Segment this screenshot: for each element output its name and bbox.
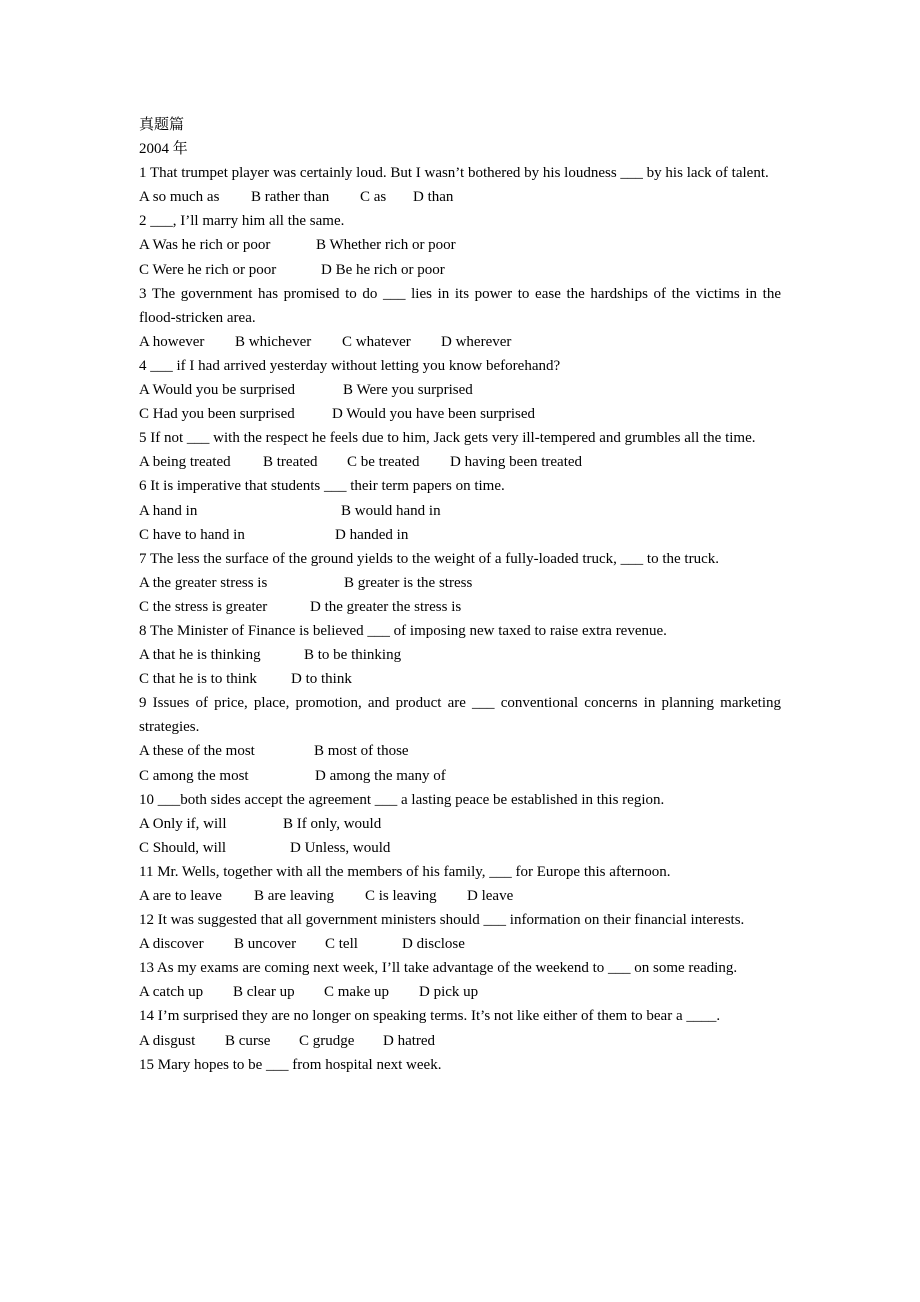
option: D than bbox=[413, 189, 454, 206]
question-text: 9 Issues of price, place, promotion, and product are ___ conventional concerns in planning marketing strategies. bbox=[139, 695, 781, 736]
option: B rather than bbox=[251, 189, 330, 206]
option: D wherever bbox=[441, 333, 512, 350]
option: B clear up bbox=[233, 984, 295, 1001]
option: D having been treated bbox=[450, 454, 583, 471]
question-text: 1 That trumpet player was certainly loud. But I wasn’t bothered by his loudness ___ by his lack of talent. bbox=[139, 165, 769, 182]
document-page bbox=[139, 113, 781, 1077]
option: A catch up bbox=[139, 984, 204, 1001]
option: D among the many of bbox=[315, 767, 446, 784]
option: C Had you been surprised bbox=[139, 406, 295, 423]
option: D handed in bbox=[335, 526, 409, 543]
option: D disclose bbox=[402, 936, 465, 953]
option: A discover bbox=[139, 936, 204, 953]
option: C whatever bbox=[342, 333, 411, 350]
option: A hand in bbox=[139, 502, 198, 519]
question-text: 10 ___both sides accept the agreement ___ a lasting peace be established in this region. bbox=[139, 791, 665, 808]
option: A being treated bbox=[139, 454, 231, 471]
option: B Whether rich or poor bbox=[316, 237, 456, 254]
options-row bbox=[139, 258, 781, 282]
option: C tell bbox=[325, 936, 358, 953]
options-row bbox=[139, 836, 781, 860]
options-row bbox=[139, 450, 781, 474]
options-row bbox=[139, 330, 781, 354]
question-text: 2 ___, I’ll marry him all the same. bbox=[139, 213, 345, 230]
question-text: 8 The Minister of Finance is believed ___ of imposing new taxed to raise extra revenue. bbox=[139, 622, 667, 639]
options-row bbox=[139, 980, 781, 1004]
option: A these of the most bbox=[139, 743, 255, 760]
option: C that he is to think bbox=[139, 671, 257, 688]
options-row bbox=[139, 739, 781, 763]
option: A Only if, will bbox=[139, 815, 227, 832]
option: A Would you be surprised bbox=[139, 382, 296, 399]
question-text: 5 If not ___ with the respect he feels due to him, Jack gets very ill-tempered and grumbles all the time. bbox=[139, 430, 756, 447]
question-text: 6 It is imperative that students ___ their term papers on time. bbox=[139, 478, 505, 495]
option: B most of those bbox=[314, 743, 409, 760]
option: D to think bbox=[291, 671, 352, 688]
question-text: 11 Mr. Wells, together with all the members of his family, ___ for Europe this afternoon. bbox=[139, 863, 671, 880]
question-text: 4 ___ if I had arrived yesterday without letting you know beforehand? bbox=[139, 357, 561, 374]
question-text: 3 The government has promised to do ___ lies in its power to ease the hardships of the victims in the flood-stricken area. bbox=[139, 285, 781, 326]
options-row bbox=[139, 185, 781, 209]
option: D Unless, would bbox=[290, 839, 391, 856]
option: C grudge bbox=[299, 1032, 355, 1049]
option: B Were you surprised bbox=[343, 382, 473, 399]
option: B would hand in bbox=[341, 502, 441, 519]
options-row bbox=[139, 643, 781, 667]
option: C Should, will bbox=[139, 839, 227, 856]
option: A Was he rich or poor bbox=[139, 237, 271, 254]
options-row bbox=[139, 595, 781, 619]
option: D leave bbox=[467, 888, 514, 904]
options-row bbox=[139, 499, 781, 523]
options-row bbox=[139, 233, 781, 257]
question-text: 12 It was suggested that all government ministers should ___ information on their financial interests. bbox=[139, 912, 745, 929]
question-text: 14 I’m surprised they are no longer on speaking terms. It’s not like either of them to bear a ____. bbox=[139, 1008, 721, 1025]
options-row bbox=[139, 571, 781, 595]
section-heading: 真题篇 bbox=[139, 117, 185, 133]
options-row bbox=[139, 667, 781, 691]
option: D pick up bbox=[419, 984, 479, 1001]
options-row bbox=[139, 764, 781, 788]
option: B are leaving bbox=[254, 888, 334, 904]
option: C make up bbox=[324, 984, 389, 1001]
options-row bbox=[139, 884, 781, 908]
option: B whichever bbox=[235, 333, 312, 350]
option: A that he is thinking bbox=[139, 647, 261, 664]
option: C as bbox=[360, 189, 387, 206]
option: A disgust bbox=[139, 1032, 196, 1049]
option: C be treated bbox=[347, 454, 420, 471]
options-row bbox=[139, 378, 781, 402]
options-row bbox=[139, 523, 781, 547]
option: A so much as bbox=[139, 189, 220, 206]
option: D Be he rich or poor bbox=[321, 261, 445, 278]
option: C is leaving bbox=[365, 888, 437, 904]
options-row bbox=[139, 402, 781, 426]
option: A however bbox=[139, 333, 205, 350]
option: B uncover bbox=[234, 936, 297, 953]
option: B curse bbox=[225, 1032, 271, 1049]
year-heading: 2004 年 bbox=[139, 141, 188, 158]
option: A the greater stress is bbox=[139, 574, 268, 591]
question-text: 7 The less the surface of the ground yields to the weight of a fully-loaded truck, ___ to the truck. bbox=[139, 550, 719, 567]
question-text: 13 As my exams are coming next week, I’ll take advantage of the weekend to ___ on some reading. bbox=[139, 960, 738, 977]
option: B greater is the stress bbox=[344, 574, 473, 591]
option: B treated bbox=[263, 454, 318, 471]
option: D hatred bbox=[383, 1032, 436, 1049]
option: B to be thinking bbox=[304, 647, 402, 664]
option: C the stress is greater bbox=[139, 598, 268, 615]
option: B If only, would bbox=[283, 815, 382, 832]
option: C Were he rich or poor bbox=[139, 261, 277, 278]
options-row bbox=[139, 932, 781, 956]
options-row bbox=[139, 1029, 781, 1053]
option: C have to hand in bbox=[139, 526, 245, 543]
option: D the greater the stress is bbox=[310, 598, 462, 615]
option: D Would you have been surprised bbox=[332, 406, 536, 423]
question-text: 15 Mary hopes to be ___ from hospital next week. bbox=[139, 1056, 442, 1073]
option: C among the most bbox=[139, 767, 249, 784]
option: A are to leave bbox=[139, 888, 222, 904]
options-row bbox=[139, 812, 781, 836]
